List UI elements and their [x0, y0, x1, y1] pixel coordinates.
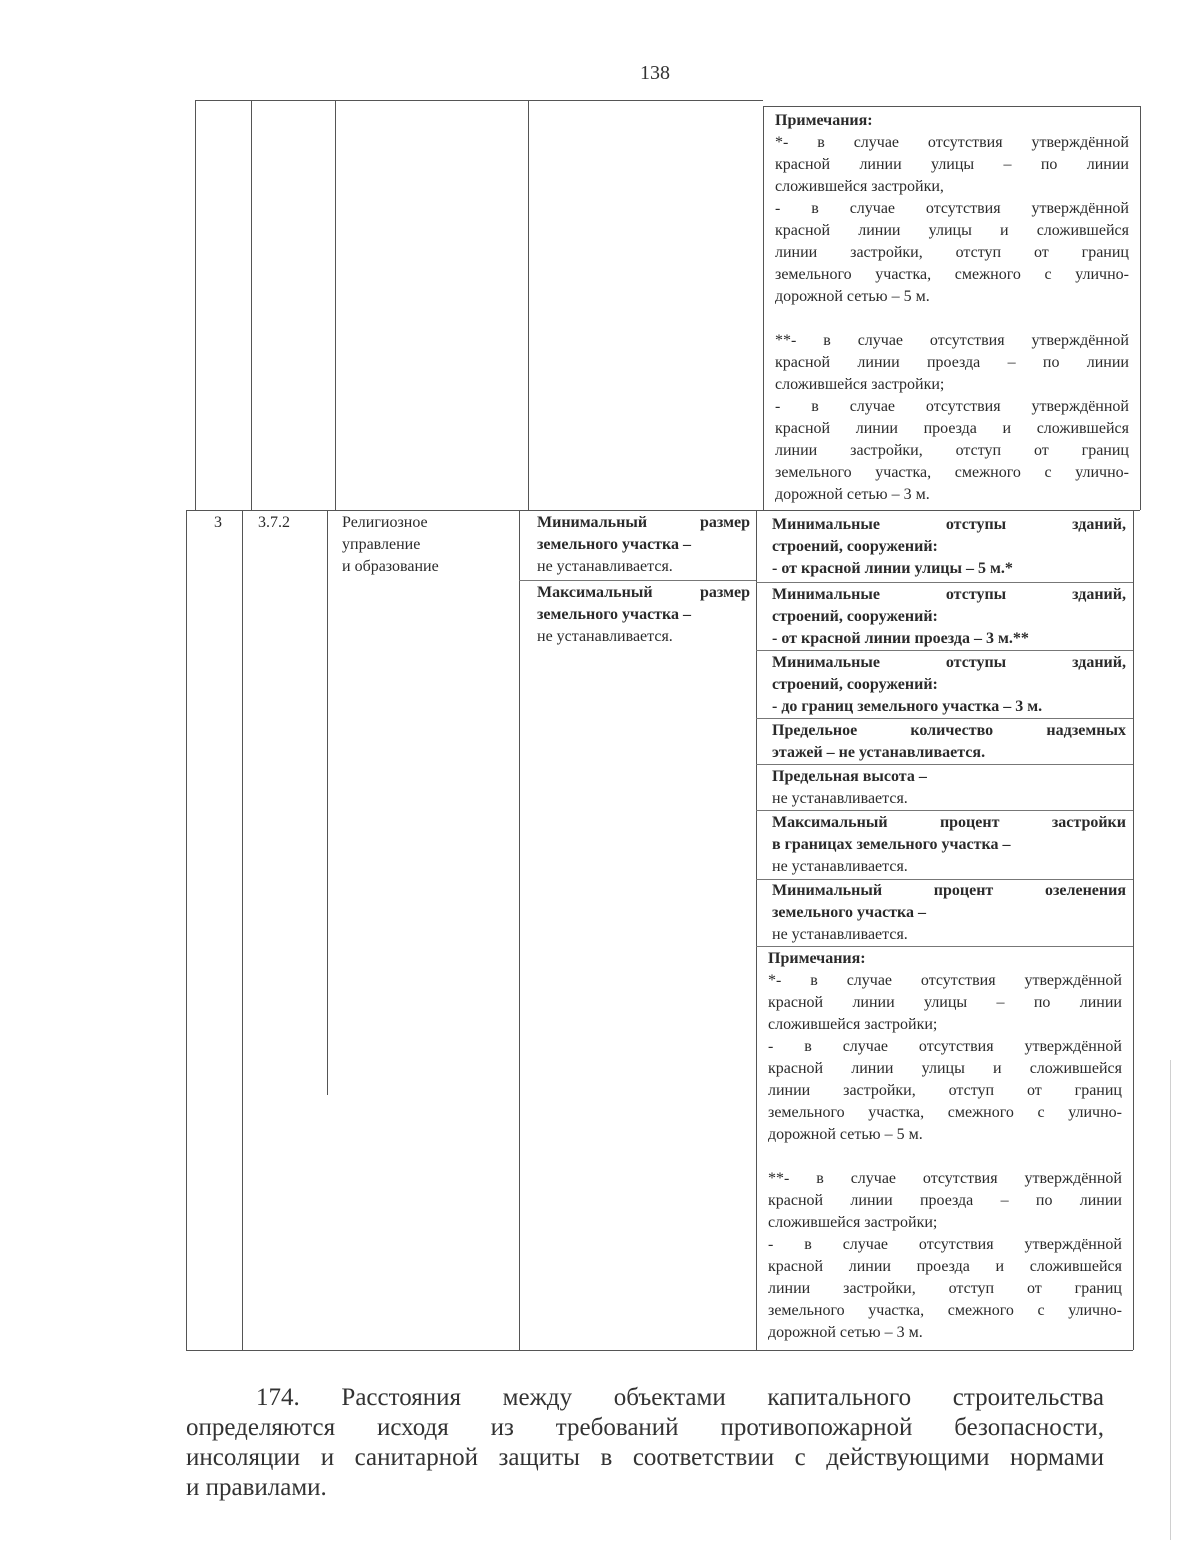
page-number: 138: [640, 62, 670, 84]
paragraph-line: инсоляции и санитарной защиты в соответствии с действующими нормами: [186, 1444, 1104, 1471]
paragraph-line: определяются исходя из требований противопожарной безопасности,: [186, 1414, 1104, 1441]
note-line: земельного участка, смежного с улично-: [768, 1302, 1122, 1319]
rule-floors: [772, 720, 1126, 764]
note-line: красной линии проезда – по линии: [768, 1192, 1122, 1209]
note-line: линии застройки, отступ от границ: [775, 442, 1129, 459]
row-code: 3.7.2: [258, 514, 290, 531]
note-line: красной линии улицы – по линии: [775, 156, 1129, 173]
note-line: **- в случае отсутствия утверждённой: [775, 332, 1129, 349]
note-line: красной линии проезда – по линии: [775, 354, 1129, 371]
notes-title: Примечания:: [768, 950, 866, 967]
rule-line: - до границ земельного участка – 3 м.: [772, 698, 1043, 715]
rule-line: в границах земельного участка –: [772, 836, 1011, 853]
rule-line: Минимальный процент озеленения: [772, 882, 1126, 899]
note-line: дорожной сетью – 3 м.: [768, 1324, 923, 1341]
note-line: - в случае отсутствия утверждённой: [775, 398, 1129, 415]
note-line: дорожной сетью – 3 м.: [775, 486, 930, 503]
note-line: красной линии проезда и сложившейся: [768, 1258, 1122, 1275]
rule-line: - от красной линии проезда – 3 м.**: [772, 630, 1029, 647]
param-title: Максимальный размер: [537, 584, 750, 601]
note-line: - в случае отсутствия утверждённой: [775, 200, 1129, 217]
note-line: земельного участка, смежного с улично-: [775, 464, 1129, 481]
note-line: дорожной сетью – 5 м.: [775, 288, 930, 305]
note-line: сложившейся застройки;: [768, 1016, 938, 1033]
rule-line: - от красной линии улицы – 5 м.*: [772, 560, 1013, 577]
rule-min-greenery: [772, 880, 1126, 946]
note-line: красной линии улицы и сложившейся: [768, 1060, 1122, 1077]
row-number: 3: [214, 514, 222, 531]
rule-line: не устанавливается.: [772, 790, 908, 807]
note-line: сложившейся застройки,: [775, 178, 944, 195]
note-line: красной линии улицы – по линии: [768, 994, 1122, 1011]
use-name-line: управление: [342, 536, 421, 553]
note-line: сложившейся застройки;: [768, 1214, 938, 1231]
rule-setback-passage: [772, 584, 1126, 650]
scan-edge-line: [1170, 1060, 1171, 1540]
notes-title: Примечания:: [775, 112, 873, 129]
use-name-line: Религиозное: [342, 514, 428, 531]
rule-height: [772, 766, 1126, 810]
param-value: не устанавливается.: [537, 558, 673, 575]
param-max-area: [537, 582, 750, 648]
note-line: земельного участка, смежного с улично-: [775, 266, 1129, 283]
note-line: - в случае отсутствия утверждённой: [768, 1038, 1122, 1055]
note-line: дорожной сетью – 5 м.: [768, 1126, 923, 1143]
use-name-line: и образование: [342, 558, 439, 575]
param-min-area: [537, 512, 750, 578]
note-line: *- в случае отсутствия утверждённой: [775, 134, 1129, 151]
note-line: линии застройки, отступ от границ: [768, 1082, 1122, 1099]
row-use-name: [342, 512, 512, 578]
param-value: не устанавливается.: [537, 628, 673, 645]
rule-line: Предельная высота –: [772, 768, 927, 785]
rule-line: Максимальный процент застройки: [772, 814, 1126, 831]
rule-line: строений, сооружений:: [772, 676, 938, 693]
note-line: - в случае отсутствия утверждённой: [768, 1236, 1122, 1253]
rule-setback-street: [772, 514, 1126, 580]
rule-line: строений, сооружений:: [772, 538, 938, 555]
paragraph-line: и правилами.: [186, 1474, 327, 1501]
rule-line: Минимальные отступы зданий,: [772, 586, 1126, 603]
note-line: линии застройки, отступ от границ: [775, 244, 1129, 261]
param-title: земельного участка –: [537, 606, 692, 623]
rule-max-coverage: [772, 812, 1126, 878]
paragraph-174: [186, 1383, 1104, 1503]
note-line: сложившейся застройки;: [775, 376, 945, 393]
rule-line: Минимальные отступы зданий,: [772, 516, 1126, 533]
rule-line: Минимальные отступы зданий,: [772, 654, 1126, 671]
rule-line: этажей – не устанавливается.: [772, 744, 986, 761]
rule-line: строений, сооружений:: [772, 608, 938, 625]
note-line: **- в случае отсутствия утверждённой: [768, 1170, 1122, 1187]
row-notes: [768, 948, 1122, 1344]
note-line: линии застройки, отступ от границ: [768, 1280, 1122, 1297]
rule-line: земельного участка –: [772, 904, 927, 921]
rule-line: Предельное количество надземных: [772, 722, 1126, 739]
rule-line: не устанавливается.: [772, 858, 908, 875]
note-line: *- в случае отсутствия утверждённой: [768, 972, 1122, 989]
param-title: земельного участка –: [537, 536, 692, 553]
notes-continued: [775, 110, 1129, 506]
paragraph-line: 174. Расстояния между объектами капитального строительства: [256, 1384, 1104, 1411]
note-line: красной линии улицы и сложившейся: [775, 222, 1129, 239]
rule-line: не устанавливается.: [772, 926, 908, 943]
note-line: земельного участка, смежного с улично-: [768, 1104, 1122, 1121]
note-line: красной линии проезда и сложившейся: [775, 420, 1129, 437]
rule-setback-boundary: [772, 652, 1126, 718]
param-title: Минимальный размер: [537, 514, 750, 531]
